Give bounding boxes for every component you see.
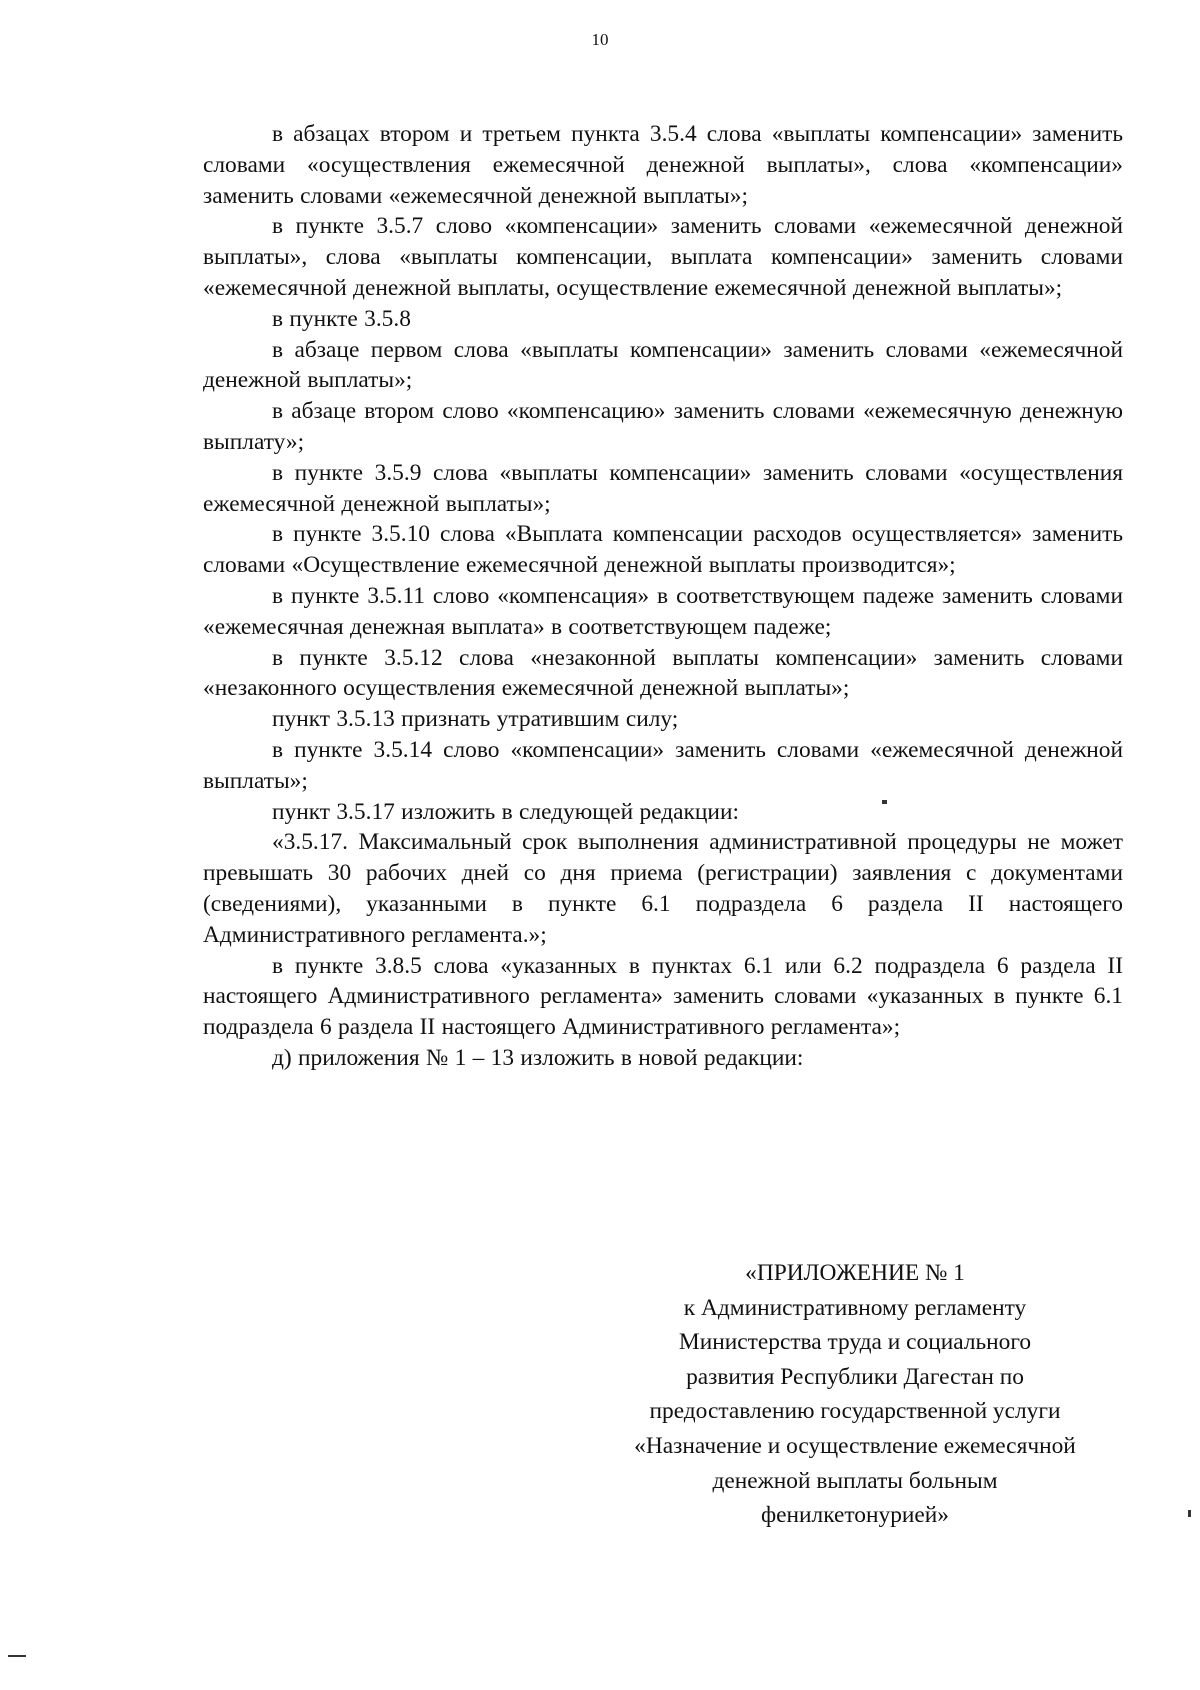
scan-speck (1188, 1510, 1191, 1517)
page-number: 10 (591, 30, 609, 49)
paragraph-6: в пункте 3.5.9 слова «выплаты компенсации» заменить словами «осуществления ежемесячной денежной выплаты»; (203, 459, 1123, 517)
appendix-line-5: предоставлению государственной услуги (649, 1398, 1061, 1425)
paragraph-12: пункт 3.5.17 изложить в следующей редакции: (272, 798, 739, 825)
paragraph-5: в абзаце втором слово «компенсацию» заменить словами «ежемесячную денежную выплату»; (203, 398, 1123, 455)
paragraph-7: в пункте 3.5.10 слова «Выплата компенсации расходов осуществляется» заменить словами «Осуществление ежемесячной денежной выплаты производится»; (203, 521, 1123, 579)
paragraph-15: д) приложения № 1 – 13 изложить в новой редакции: (272, 1044, 804, 1071)
scan-speck (8, 1655, 26, 1657)
paragraph-3: в пункте 3.5.8 (272, 305, 411, 332)
paragraph-1: в абзацах втором и третьем пункта 3.5.4 слова «выплаты компенсации» заменить словами «осуществления ежемесячной денежной выплаты», слова «компенсации» заменить словами «ежемесячной денежной выплаты»; (203, 121, 1123, 209)
appendix-line-2: к Административному регламенту (683, 1294, 1027, 1321)
paragraph-13: «3.5.17. Максимальный срок выполнения административной процедуры не может превышать 30 рабочих дней со дня приема (регистрации) заявления с документами (сведениями), указанными в пункте 6.1 подраздела 6 раздела II настоящего Административного регламента.»; (203, 829, 1123, 948)
paragraph-14: в пункте 3.8.5 слова «указанных в пунктах 6.1 или 6.2 подраздела 6 раздела II настоящего Административного регламента» заменить словами «указанных в пункте 6.1 подраздела 6 раздела II настоящего Административного регламента»; (203, 952, 1123, 1041)
document-body (203, 119, 1123, 1074)
appendix-line-7: денежной выплаты больным (712, 1467, 998, 1494)
paragraph-4: в абзаце первом слова «выплаты компенсации» заменить словами «ежемесячной денежной выплаты»; (203, 336, 1123, 394)
paragraph-8: в пункте 3.5.11 слово «компенсация» в соответствующем падеже заменить словами «ежемесячная денежная выплата» в соответствующем падеже; (203, 582, 1123, 640)
paragraph-9: в пункте 3.5.12 слова «незаконной выплаты компенсации» заменить словами «незаконного осуществления ежемесячной денежной выплаты»; (203, 644, 1123, 702)
paragraph-2: в пункте 3.5.7 слово «компенсации» заменить словами «ежемесячной денежной выплаты», слова «выплаты компенсации, выплата компенсации» заменить словами «ежемесячной денежной выплаты, осуществление ежемесячной денежной выплаты»; (203, 213, 1123, 301)
appendix-line-1: «ПРИЛОЖЕНИЕ № 1 (745, 1260, 965, 1286)
paragraph-10: пункт 3.5.13 признать утратившим силу; (272, 706, 679, 733)
scan-speck (882, 800, 887, 804)
appendix-line-4: развития Республики Дагестан по (686, 1363, 1024, 1390)
appendix-heading (585, 1256, 1125, 1533)
appendix-line-8: фенилкетонурией» (760, 1502, 950, 1529)
appendix-line-6: «Назначение и осуществление ежемесячной (634, 1432, 1076, 1459)
appendix-line-3: Министерства труда и социального (678, 1329, 1032, 1356)
paragraph-11: в пункте 3.5.14 слово «компенсации» заменить словами «ежемесячной денежной выплаты»; (203, 736, 1123, 794)
